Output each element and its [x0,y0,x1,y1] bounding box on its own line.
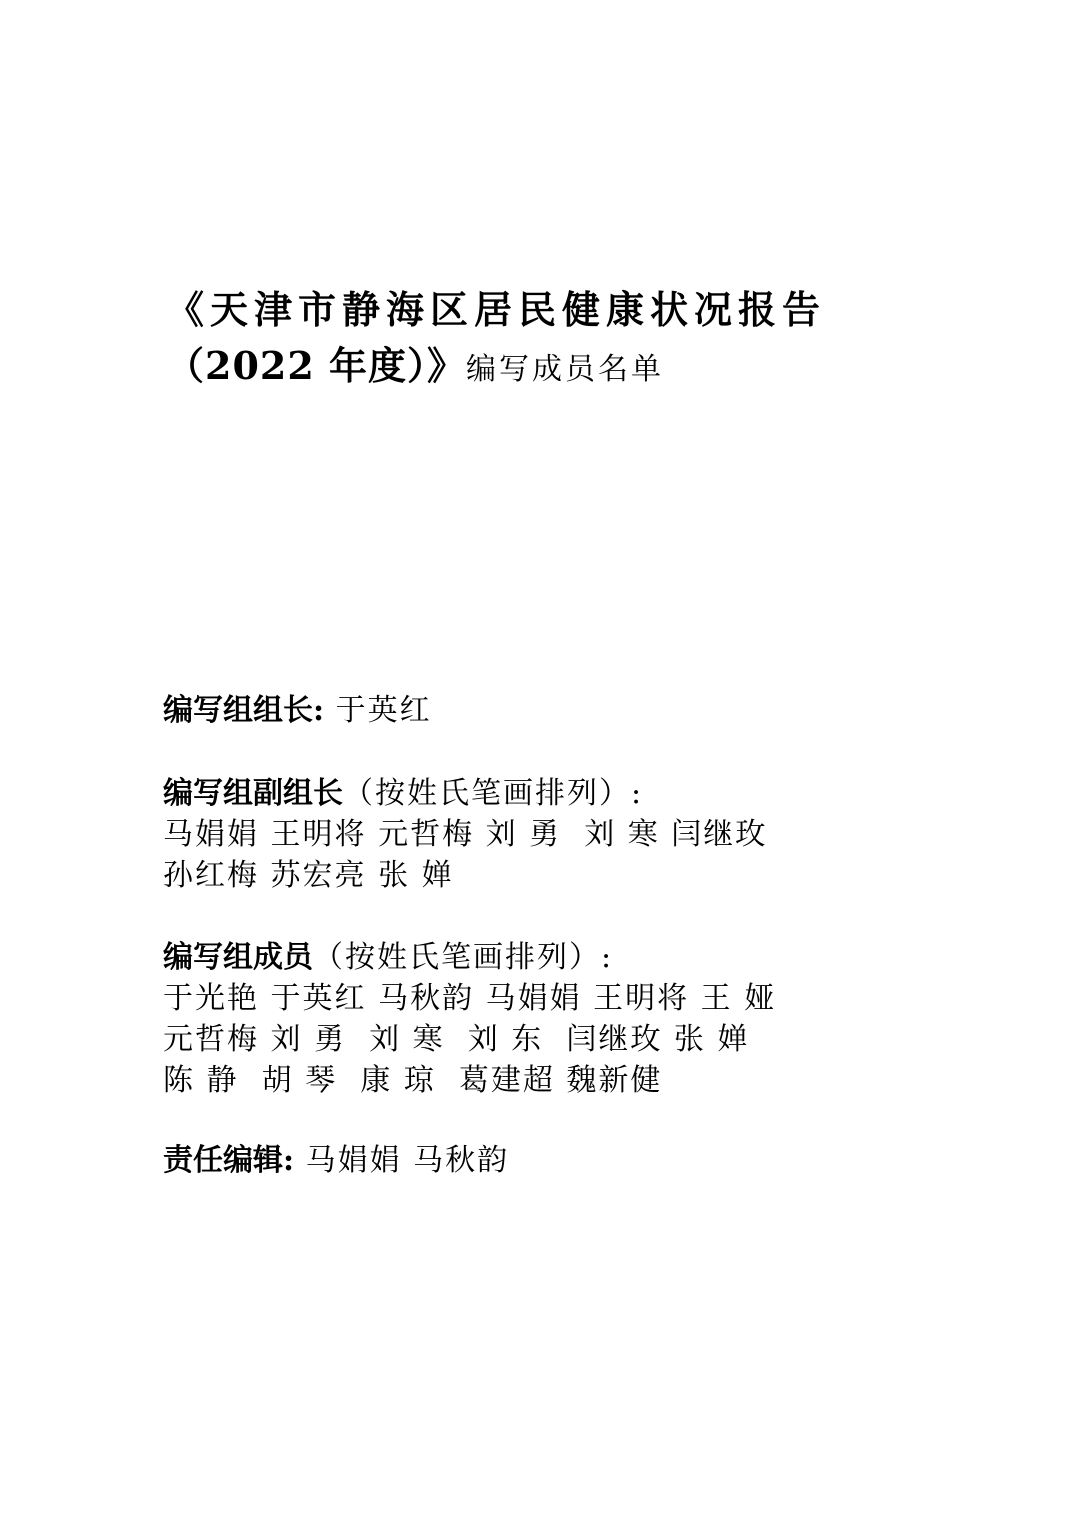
members-names-line: 于光艳 于英红 马秋韵 马娟娟 王明将 王 娅 [163,981,777,1016]
members-section [163,937,863,1101]
editors-label: 责任编辑: [163,1143,295,1178]
vice-leaders-section [163,773,863,896]
title-year: （2022 年度）》 [166,343,466,388]
title-subtitle: 编写成员名单 [466,352,664,387]
members-names-line: 元哲梅 刘 勇 刘 寒 刘 东 闫继玫 张 婵 [163,1022,750,1057]
vice-leaders-label: 编写组副组长 [163,776,343,811]
title-line-2 [166,338,926,402]
title-line-1: 《天津市静海区居民健康状况报告 [166,287,827,332]
leader-names: 于英红 [324,693,432,728]
members-note: （按姓氏笔画排列）: [313,940,614,975]
leader-label: 编写组组长: [163,693,325,728]
vice-leaders-names-line: 马娟娟 王明将 元哲梅 刘 勇 刘 寒 闫继玫 [163,817,768,852]
editors-names: 马娟娟 马秋韵 [294,1143,510,1178]
vice-leaders-names-line: 孙红梅 苏宏亮 张 婵 [163,858,454,893]
members-names-line: 陈 静 胡 琴 康 琼 葛建超 魏新健 [163,1063,663,1098]
leader-section [163,690,863,731]
members-label: 编写组成员 [163,940,313,975]
vice-leaders-note: （按姓氏笔画排列）: [343,776,644,811]
editors-section [163,1140,863,1181]
document-title [166,282,926,402]
